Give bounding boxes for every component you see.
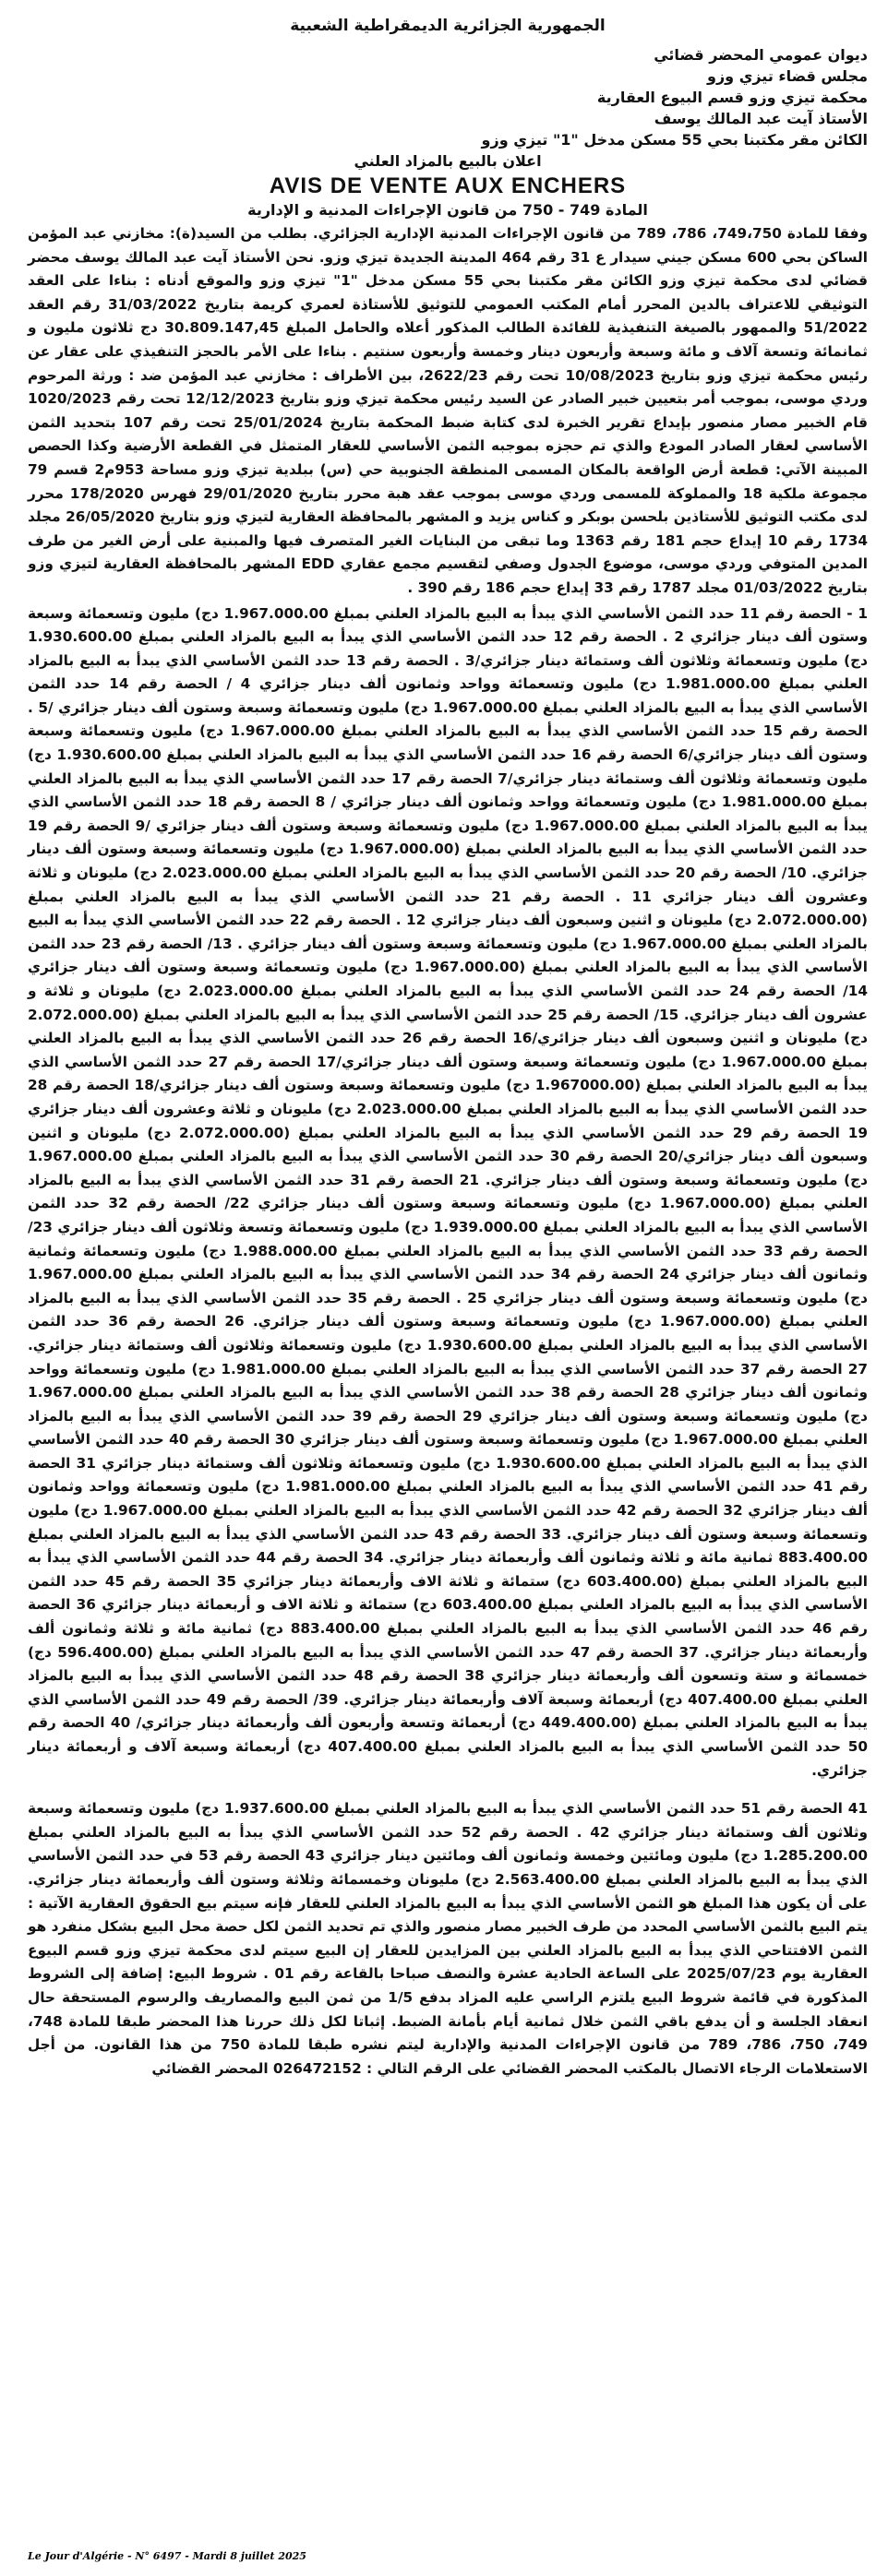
office-line: الكائن مقر مكتبنا بحي 55 مسكن مدخل "1" تيزي وزو	[481, 131, 868, 149]
announcement-heading: اعلان بالبيع بالمزاد العلني	[354, 152, 542, 170]
office-line: محكمة تيزي وزو قسم البيوع العقارية	[596, 89, 868, 106]
divider	[28, 1783, 868, 1795]
notice-paragraph: وفقا للمادة 749،750، 786، 789 من قانون الإجراءات المدنية الإدارية الجزائري. بطلب من السيد(ة): مخازني عبد المؤمن الساكن بحي 600 مسكن جيني سيدار ع 31 رقم 464 المدينة الجديدة تيزي وزو. نحن الأستاذ آيت عبد المالك يوسف محضر قضائي لدى محكمة تيزي وزو الكائن مقر مكتبنا بحي 55 مسكن مدخل "1" تيزي وزو والموقع أدناه : بناءا على العقد التوثيقي للاعتراف بالدين المحرر أمام المكتب العمومي للتوثيق للأستاذة لعمري كريمة بتاريخ 31/03/2022 رقم العقد 51/2022 والممهور بالصيغة التنفيذية للفائدة الطالب المذكور أعلاه والحامل المبلغ 30.809.147,45 دج ثلاثون مليون و ثمانمائة وتسعة آلاف و مائة وسبعة وأربعون دينار وخمسة وأربعون سنتيم . بناءا على الأمر بالحجز التنفيذي على عقار عن رئيس محكمة تيزي وزو بتاريخ 10/08/2023 تحت رقم 2622/23، بين الأطراف : مخازني عبد المؤمن ضد : ورثة المرحوم وردي موسى، بموجب أمر بتعيين خبير الصادر عن السيد رئيس محكمة تيزي وزو بتاريخ 12/12/2023 تحت رقم 1020/2023 قام الخبير مصار منصور بإيداع تقرير الخبرة لدى كتابة ضبط المحكمة بتاريخ 25/01/2024 تحت رقم 107 بتحديد الثمن الأساسي لعقار الصادر المودع والذي تم حجزه بموجبه الثمن الأساسي للعقار المتمثل في القطعة الأرضية وكذا الحصص المبينة الآتي: قطعة أرض الواقعة بالمكان المسمى المنطقة الجنوبية حي (س) ببلدية تيزي وزو مساحة 953م2 قسم 79 مجموعة ملكية 18 والمملوكة للمسمى وردي موسى بموجب عقد هبة محرر بتاريخ 29/01/2020 فهرس 178/2020 محرر لدى مكتب التوثيق للأستاذين بلحسن بوبكر و كناس يزيد و المشهر بالمحافظة العقارية لتيزي وزو بتاريخ 26/05/2020 مجلد 1734 رقم 10 إيداع حجم 181 رقم 1363 وما تبقى من البنايات الغير المتصرف فيها والمبنية على أرض الغير من طرف المدين المتوفي وردي موسى، موضوع الجدول وصفي لتقسيم مجمع عقاري EDD المشهر بالمحافظة العقارية لتيزي وزو بتاريخ 01/03/2022 مجلد 1787 رقم 33 إيداع حجم 186 رقم 390 .	[28, 225, 869, 596]
publication-footer: Le Jour d'Algérie - N° 6497 - Mardi 8 juillet 2025	[28, 2550, 306, 2562]
avis-title: AVIS DE VENTE AUX ENCHERS	[269, 173, 627, 198]
office-line: مجلس قضاء تيزي وزو	[707, 67, 868, 85]
lots-paragraph: 1 - الحصة رقم 11 حدد الثمن الأساسي الذي يبدأ به البيع بالمزاد العلني بمبلغ 1.967.000.00 دج) مليون وتسعمائة وسبعة وستون ألف دينار جزائري 2 . الحصة رقم 12 حدد الثمن الأساسي الذي يبدأ به البيع بالمزاد العلني بمبلغ 1.930.600.00 دج) مليون وتسعمائة وثلاثون ألف وستمائة دينار جزائري/3 . الحصة رقم 13 حدد الثمن الأساسي الذي يبدأ به البيع بالمزاد العلني بمبلغ 1.981.000.00 دج) مليون وتسعمائة وواحد وثمانون ألف دينار جزائري 4 / الحصة رقم 14 حدد الثمن الأساسي الذي يبدأ به البيع بالمزاد العلني بمبلغ 1.967.000.00 دج) مليون وتسعمائة وسبعة وستون ألف دينار جزائري /5 . الحصة رقم 15 حدد الثمن الأساسي الذي يبدأ به البيع بالمزاد العلني بمبلغ 1.967.000.00 دج) مليون وتسعمائة وسبعة وستون ألف دينار جزائري/6 الحصة رقم 16 حدد الثمن الأساسي الذي يبدأ به البيع بالمزاد العلني بمبلغ 1.930.600.00 دج) مليون وتسعمائة وثلاثون ألف وستمائة دينار جزائري/7 الحصة رقم 17 حدد الثمن الأساسي الذي يبدأ به البيع بالمزاد العلني بمبلغ 1.981.000.00 دج) مليون وتسعمائة وواحد وثمانون ألف دينار جزائري / 8 الحصة رقم 18 حدد الثمن الأساسي الذي يبدأ به البيع بالمزاد العلني بمبلغ 1.967.000.00 دج) مليون وتسعمائة وسبعة وستون ألف دينار جزائري /9 الحصة رقم 19 حدد الثمن الأساسي الذي يبدأ به البيع بالمزاد العلني بمبلغ (1.967.000.00 دج) مليون وتسعمائة وسبعة وستون ألف دينار جزائري. 10/ الحصة رقم 20 حدد الثمن الأساسي الذي يبدأ به البيع بالمزاد العلني بمبلغ 2.023.000.00 دج) مليونان و ثلاثة وعشرون ألف دينار جزائري 11 . الحصة رقم 21 حدد الثمن الأساسي الذي يبدأ به البيع بالمزاد العلني بمبلغ (2.072.000.00 دج) مليونان و اثنين وسبعون ألف دينار جزائري 12 . الحصة رقم 22 حدد الثمن الأساسي الذي يبدأ به البيع بالمزاد العلني بمبلغ 1.967.000.00 دج) مليون وتسعمائة وسبعة وستون ألف دينار جزائري . 13/ الحصة رقم 23 حدد الثمن الأساسي الذي يبدأ به البيع بالمزاد العلني بمبلغ (1.967.000.00 دج) مليون وتسعمائة وسبعة وستون ألف دينار جزائري 14/ الحصة رقم 24 حدد الثمن الأساسي الذي يبدأ به البيع بالمزاد العلني بمبلغ 2.023.000.00 دج) مليونان و ثلاثة و عشرون ألف دينار جزائري. 15/ الحصة رقم 25 حدد الثمن الأساسي الذي يبدأ به البيع بالمزاد العلني بمبلغ (2.072.000.00 دج) مليونان و اثنين وسبعون ألف دينار جزائري/16 الحصة رقم 26 حدد الثمن الأساسي الذي يبدأ به البيع بالمزاد العلني بمبلغ 1.967.000.00 دج) مليون وتسعمائة وسبعة وستون ألف دينار جزائري/17 الحصة رقم 27 حدد الثمن الأساسي الذي يبدأ به البيع بالمزاد العلني بمبلغ (1.967000.00 دج) مليون وتسعمائة وسبعة وستون ألف دينار جزائري/18 الحصة رقم 28 حدد الثمن الأساسي الذي يبدأ به البيع بالمزاد العلني بمبلغ 2.023.000.00 دج) مليونان و ثلاثة وعشرون ألف دينار جزائري 19 الحصة رقم 29 حدد الثمن الأساسي الذي يبدأ به البيع بالمزاد العلني بمبلغ (2.072.000.00 دج) مليونان و اثنين وسبعون ألف دينار جزائري/20 الحصة رقم 30 حدد الثمن الأساسي الذي يبدأ به البيع بالمزاد العلني بمبلغ 1.967.000.00 دج) مليون وتسعمائة وسبعة وستون ألف دينار جزائري. 21 الحصة رقم 31 حدد الثمن الأساسي الذي يبدأ به البيع بالمزاد العلني بمبلغ (1.967.000.00 دج) مليون وتسعمائة وسبعة وستون ألف دينار جزائري 22/ الحصة رقم 32 حدد الثمن الأساسي الذي يبدأ به البيع بالمزاد العلني بمبلغ 1.939.000.00 دج) مليون وتسعمائة وتسعة وثلاثون ألف دينار جزائري 23/ الحصة رقم 33 حدد الثمن الأساسي الذي يبدأ به البيع بالمزاد العلني بمبلغ 1.988.000.00 دج) مليون وتسعمائة وثمانية وثمانون ألف دينار جزائري 24 الحصة رقم 34 حدد الثمن الأساسي الذي يبدأ به البيع بالمزاد العلني بمبلغ 1.967.000.00 دج) مليون وتسعمائة وسبعة وستون ألف دينار جزائري 25 . الحصة رقم 35 حدد الثمن الأساسي الذي يبدأ به البيع بالمزاد العلني بمبلغ (1.967.000.00 دج) مليون وتسعمائة وسبعة وستون ألف دينار جزائري. 26 الحصة رقم 36 حدد الثمن الأساسي الذي يبدأ به البيع بالمزاد العلني بمبلغ 1.930.600.00 دج) مليون وتسعمائة وثلاثون ألف وستمائة دينار جزائري. 27 الحصة رقم 37 حدد الثمن الأساسي الذي يبدأ به البيع بالمزاد العلني بمبلغ 1.981.000.00 دج) مليون وتسعمائة وواحد وثمانون ألف دينار جزائري 28 الحصة رقم 38 حدد الثمن الأساسي الذي يبدأ به البيع بالمزاد العلني بمبلغ 1.967.000.00 دج) مليون وتسعمائة وسبعة وستون ألف دينار جزائري 29 الحصة رقم 39 حدد الثمن الأساسي الذي يبدأ به البيع بالمزاد العلني بمبلغ 1.967.000.00 دج) مليون وتسعمائة وسبعة وستون ألف دينار جزائري 30 الحصة رقم 40 حدد الثمن الأساسي الذي يبدأ به البيع بالمزاد العلني بمبلغ 1.930.600.00 دج) مليون وتسعمائة وثلاثون ألف وستمائة دينار جزائري 31 الحصة رقم 41 حدد الثمن الأساسي الذي يبدأ به البيع بالمزاد العلني بمبلغ 1.981.000.00 دج) مليون وتسعمائة وواحد وثمانون ألف دينار جزائري 32 الحصة رقم 42 حدد الثمن الأساسي الذي يبدأ به البيع بالمزاد العلني بمبلغ 1.967.000.00 دج) مليون وتسعمائة وسبعة وستون ألف دينار جزائري. 33 الحصة رقم 43 حدد الثمن الأساسي الذي يبدأ به البيع بالمزاد العلني بمبلغ 883.400.00 ثمانية مائة و ثلاثة وثمانون ألف وأربعمائة دينار جزائري. 34 الحصة رقم 44 حدد الثمن الأساسي الذي يبدأ به البيع بالمزاد العلني بمبلغ (603.400.00 دج) ستمائة و ثلاثة الاف وأربعمائة دينار جزائري 35 الحصة رقم 45 حدد الثمن الأساسي الذي يبدأ به البيع بالمزاد العلني بمبلغ 603.400.00 دج) ستمائة و ثلاثة الاف و أربعمائة دينار جزائري 36 الحصة رقم 46 حدد الثمن الأساسي الذي يبدأ به البيع بالمزاد العلني بمبلغ 883.400.00 دج) ثمانية مائة و ثلاثة وثمانون ألف وأربعمائة دينار جزائري. 37 الحصة رقم 47 حدد الثمن الأساسي الذي يبدأ به البيع بالمزاد العلني بمبلغ (596.400.00 دج) خمسمائة و ستة وتسعون ألف وأربعمائة دينار جزائري 38 الحصة رقم 48 حدد الثمن الأساسي الذي يبدأ به البيع بالمزاد العلني بمبلغ 407.400.00 دج) أربعمائة وسبعة آلاف وأربعمائة دينار جزائري. 39/ الحصة رقم 49 حدد الثمن الأساسي الذي يبدأ به البيع بالمزاد العلني بمبلغ (449.400.00 دج) أربعمائة وتسعة وأربعون ألف وأربعمائة دينار جزائري/ 40 الحصة رقم 50 حدد الثمن الأساسي الذي يبدأ به البيع بالمزاد العلني بمبلغ 407.400.00 دج) أربعمائة وسبعة آلاف و أربعمائة دينار جزائري.	[28, 604, 869, 1779]
articles-line: المادة 749 - 750 من قانون الإجراءات المدنية و الإدارية	[247, 201, 648, 219]
office-line: الأستاذ آيت عبد المالك يوسف	[654, 110, 868, 127]
republic-heading: الجمهورية الجزائرية الديمقراطية الشعبية	[290, 17, 606, 35]
terms-paragraph: 41 الحصة رقم 51 حدد الثمن الأساسي الذي يبدأ به البيع بالمزاد العلني بمبلغ 1.937.600.00 دج) مليون وتسعمائة وسبعة وثلاثون ألف وستمائة دينار جزائري 42 . الحصة رقم 52 حدد الثمن الأساسي الذي يبدأ به البيع بالمزاد العلني بمبلغ 1.285.200.00 دج) مليون ومائتين وخمسة وثمانون ألف ومائتين دينار جزائري 43 الحصة رقم 53 في حدد الثمن الأساسي الذي يبدأ به البيع بالمزاد العلني بمبلغ 2.563.400.00 دج) مليونان وخمسمائة وثلاثة وستون ألف وأربعمائة دينار جزائري. على أن يكون هذا المبلغ هو الثمن الأساسي الذي يبدأ به البيع بالمزاد العلني للعقار فإنه سيتم بيع الحقوق العقارية الآتية : يتم البيع بالثمن الأساسي المحدد من طرف الخبير مصار منصور والذي تم تحديد الثمن لكل حصة محل البيع بشكل منفرد هو الثمن الافتتاحي الذي يبدأ به البيع بالمزاد العلني بين المزايدين للعقار إن البيع سيتم لدى محكمة تيزي وزو قسم البيوع العقارية يوم 2025/07/23 على الساعة الحادية عشرة والنصف صباحا بالقاعة رقم 01 . شروط البيع: إضافة إلى الشروط المذكورة في قائمة شروط البيع يلتزم الراسي عليه المزاد بدفع 1/5 من ثمن البيع والمصاريف والرسوم المستحقة حال انعقاد الجلسة و أن يدفع باقي الثمن خلال ثمانية أيام بأمانة الضبط. إثباتا لكل ذلك حررنا هذا المحضر طبقا للمادة 748، 749، 750، 786، 789 من قانون الإجراءات المدنية والإدارية ليتم نشره طبقا للمادة 750 من هذا القانون. من أجل الاستعلامات الرجاء الاتصال بالمكتب المحضر القضائي على الرقم التالي : 026472152 المحضر القضائي	[28, 1800, 869, 2077]
office-line: ديوان عمومي المحضر قضائي	[654, 46, 868, 64]
legal-notice	[28, 13, 868, 2081]
